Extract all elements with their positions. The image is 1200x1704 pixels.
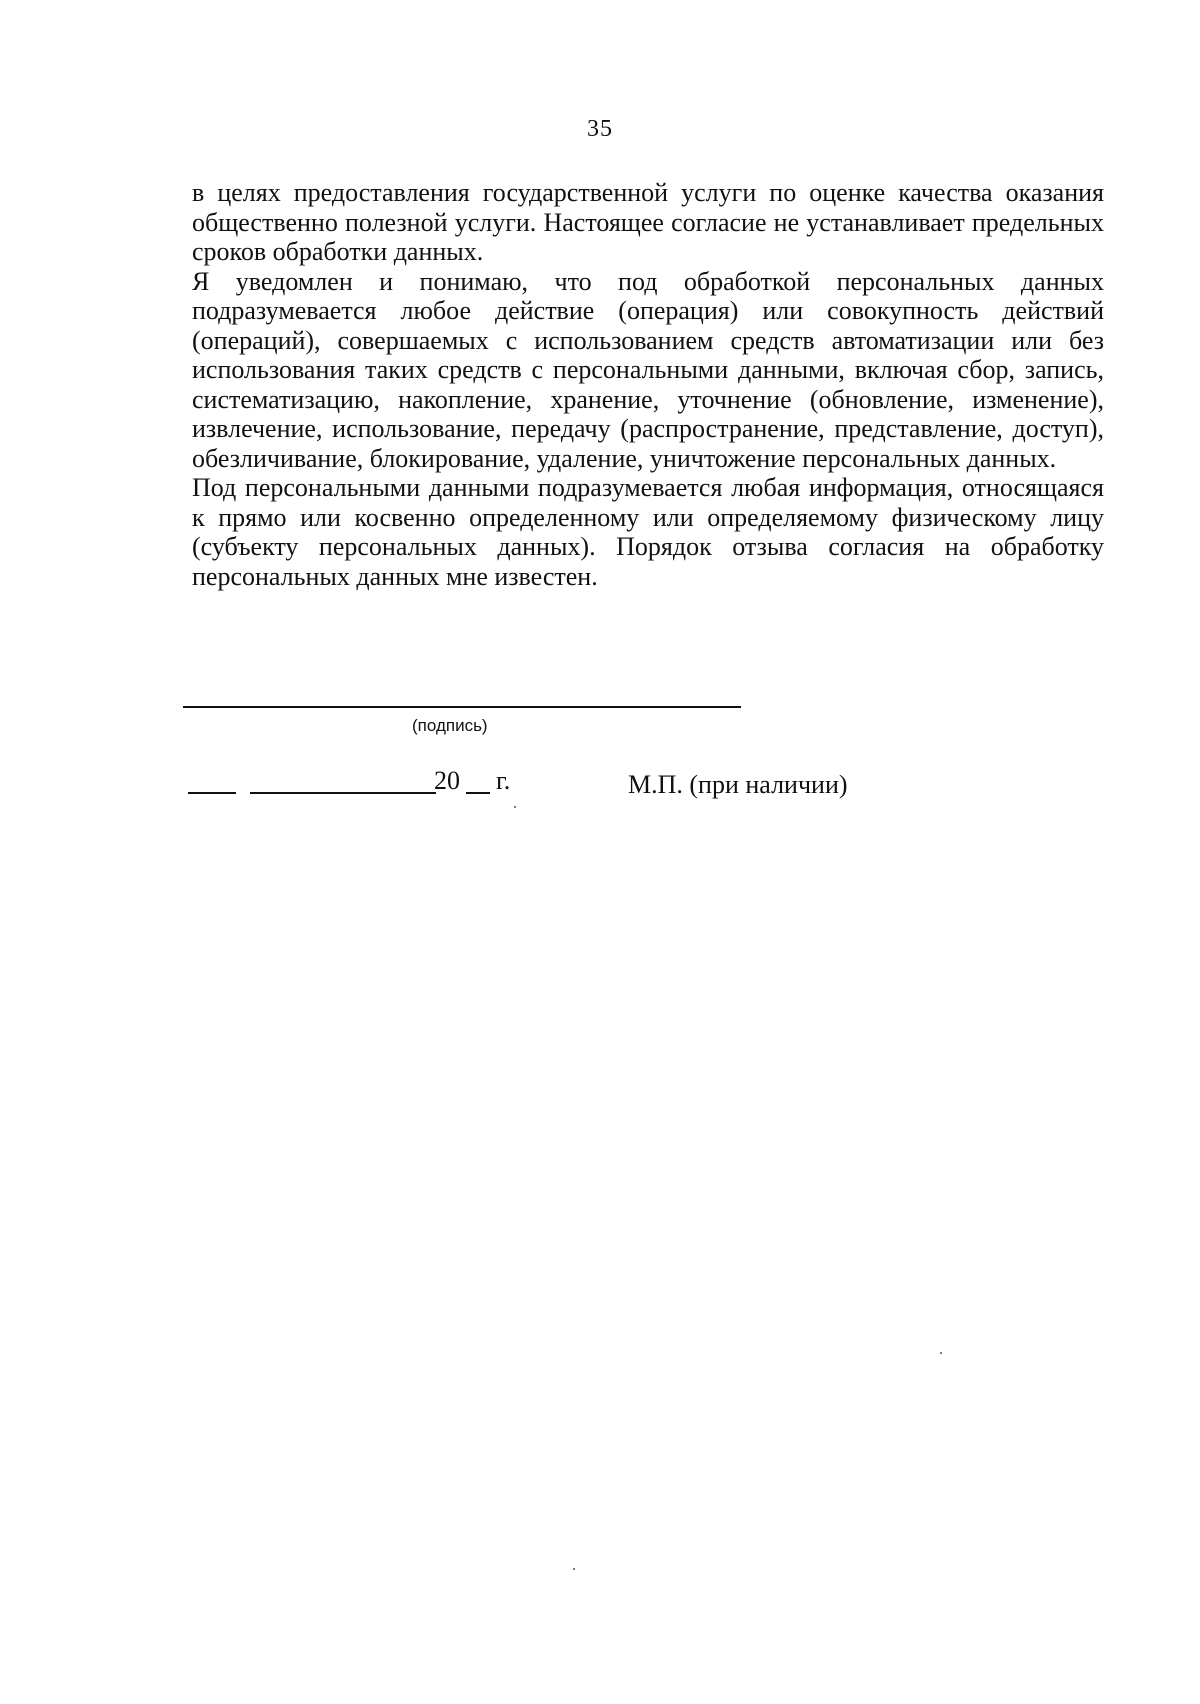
scan-speck bbox=[514, 806, 516, 808]
date-year-suffix: г. bbox=[496, 766, 511, 795]
paragraph-processing-definition: Я уведомлен и понимаю, что под обработкой персональных данных подразумевается любое действие (операция) или совокупность действий (операций), совершаемых с использованием средств автоматизации или без использования таких средств с персональными данными, включая сбор, запись, систематизацию, накопление, хранение, уточнение (обновление, изменение), извлечение, использование, передачу (распространение, представление, доступ), обезличивание, блокирование, удаление, уничтожение персональных данных. bbox=[192, 266, 1104, 473]
signature-caption: (подпись) bbox=[412, 716, 488, 735]
page-number: 35 bbox=[587, 116, 613, 142]
date-year-blank[interactable] bbox=[466, 792, 490, 794]
stamp-note: М.П. (при наличии) bbox=[628, 770, 848, 799]
date-year-prefix: 20 bbox=[434, 766, 460, 795]
scan-speck bbox=[573, 1568, 575, 1570]
signature-line[interactable] bbox=[183, 706, 741, 708]
paragraph-purpose: в целях предоставления государственной услуги по оценке качества оказания общественно полезной услуги. Настоящее согласие не устанавливает предельных сроков обработки данных. bbox=[192, 178, 1104, 266]
date-month-blank[interactable] bbox=[250, 792, 436, 794]
date-day-blank[interactable] bbox=[188, 792, 236, 794]
consent-text bbox=[192, 178, 1104, 591]
scan-speck bbox=[940, 1352, 942, 1354]
paragraph-personal-data-definition: Под персональными данными подразумевается любая информация, относящаяся к прямо или косвенно определенному или определяемому физическому лицу (субъекту персональных данных). Порядок отзыва согласия на обработку персональных данных мне известен. bbox=[192, 473, 1104, 591]
